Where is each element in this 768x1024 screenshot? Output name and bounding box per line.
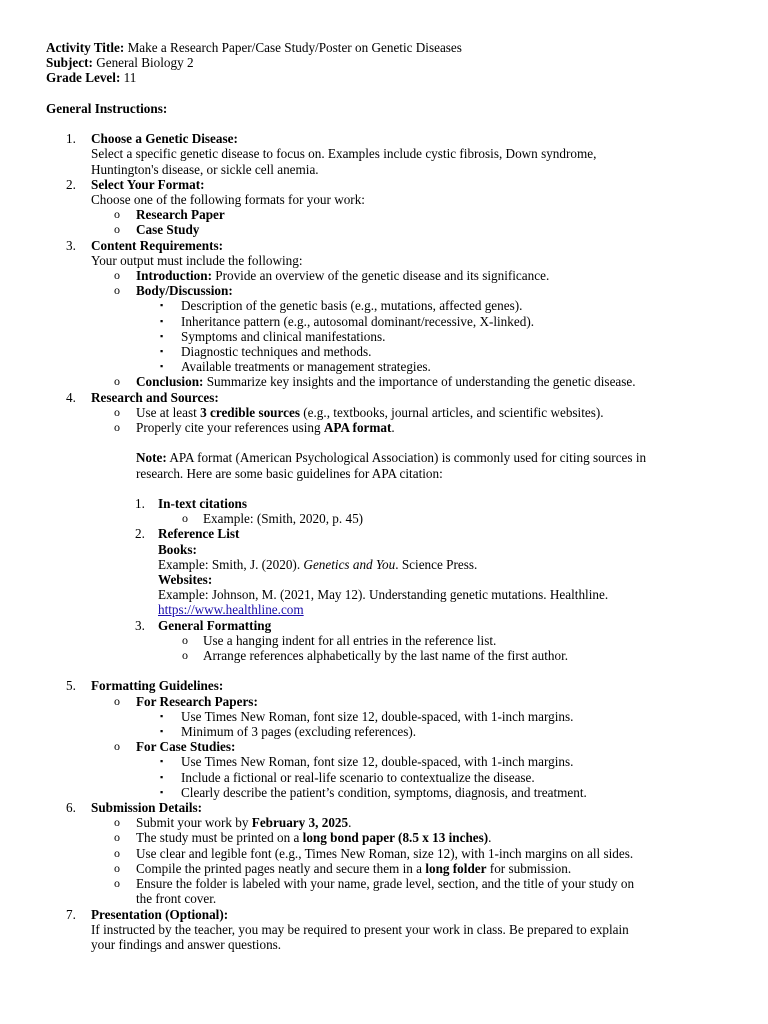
section-5-number: 5.: [66, 678, 76, 694]
format-option-label: Research Paper: [136, 207, 225, 223]
list-item-text: Use Times New Roman, font size 12, double-spaced, with 1-inch margins.: [181, 708, 574, 724]
apa-sub-2-title: Reference List: [158, 526, 240, 542]
section-3-number: 3.: [66, 237, 76, 253]
text-run: The study must be printed on a: [136, 830, 303, 846]
section-7-title: Presentation (Optional):: [91, 906, 229, 922]
subject-line: [46, 55, 718, 70]
activity-title-label: Activity Title:: [46, 40, 125, 55]
list-item: [160, 344, 718, 360]
circle-bullet-icon: o: [114, 739, 120, 754]
section-5-title: Formatting Guidelines:: [91, 678, 224, 694]
submission-item-5-cont: the front cover.: [136, 891, 217, 907]
subject-value: General Biology 2: [92, 55, 194, 71]
case-studies-label: For Case Studies:: [136, 739, 236, 755]
section-7-text-1: If instructed by the teacher, you may be required to present your work in class. Be prepared to explain: [91, 921, 629, 937]
websites-link-line: [158, 602, 718, 617]
section-1-title-line: [66, 131, 718, 147]
list-item: [160, 298, 718, 314]
list-item: [160, 769, 718, 785]
list-item: [160, 328, 718, 344]
section-5-title-line: [66, 678, 718, 694]
apa-sub-3-number: 3.: [135, 617, 145, 633]
section-2-title: Select Your Format:: [91, 176, 205, 192]
circle-bullet-icon: o: [182, 648, 188, 663]
apa-sub-1-title: In-text citations: [158, 496, 248, 512]
healthline-link[interactable]: https://www.healthline.com: [158, 602, 304, 618]
circle-bullet-icon: o: [114, 268, 120, 283]
text-run: .: [348, 815, 352, 831]
section-4-title-line: [66, 389, 718, 405]
square-bullet-icon: ▪: [160, 786, 164, 797]
apa-sub-2-number: 2.: [135, 526, 145, 542]
square-bullet-icon: ▪: [160, 710, 164, 721]
list-item: [160, 754, 718, 770]
circle-bullet-icon: o: [114, 222, 120, 237]
section-6-title-line: [66, 800, 718, 816]
research-papers-line: [114, 693, 718, 709]
introduction-text: Provide an overview of the genetic disease and its significance.: [211, 268, 550, 284]
content-conclusion: [114, 374, 718, 390]
section-3-title: Content Requirements:: [91, 237, 223, 253]
section-7-number: 7.: [66, 906, 76, 922]
text-run-bold: APA format: [323, 420, 392, 436]
section-6-title: Submission Details:: [91, 800, 203, 816]
submission-item-2: [114, 830, 718, 846]
list-item-text: Include a fictional or real-life scenario to contextualize the disease.: [181, 769, 535, 785]
circle-bullet-icon: o: [114, 207, 120, 222]
conclusion-text: Summarize key insights and the importance of understanding the genetic disease.: [203, 374, 636, 390]
circle-bullet-icon: o: [114, 876, 120, 891]
section-1-text-2: Huntington's disease, or sickle cell anemia.: [91, 161, 319, 177]
note-label: Note:: [136, 450, 167, 466]
list-item-text: Description of the genetic basis (e.g., mutations, affected genes).: [181, 298, 523, 314]
square-bullet-icon: ▪: [160, 315, 164, 326]
section-3-text: Your output must include the following:: [91, 252, 303, 268]
section-2-text: Choose one of the following formats for your work:: [91, 192, 365, 207]
square-bullet-icon: ▪: [160, 300, 164, 311]
section-2-number: 2.: [66, 176, 76, 192]
grade-level-label: Grade Level:: [46, 70, 121, 86]
activity-title-line: [46, 40, 718, 55]
circle-bullet-icon: o: [114, 404, 120, 419]
text-run-bold: February 3, 2025: [251, 815, 349, 831]
section-1-title: Choose a Genetic Disease:: [91, 131, 238, 147]
text-run: Ensure the folder is labeled with your name, grade level, section, and the title of your study on: [136, 876, 635, 892]
section-4-title: Research and Sources:: [91, 389, 219, 405]
list-item-text: Symptoms and clinical manifestations.: [181, 328, 386, 344]
apa-sub-2-title-line: [135, 526, 718, 542]
sources-item-2: [114, 420, 718, 436]
books-label: Books:: [158, 541, 197, 557]
circle-bullet-icon: o: [114, 693, 120, 708]
list-item-text: Clearly describe the patient’s condition, symptoms, diagnosis, and treatment.: [181, 784, 587, 800]
section-7-text-2: your findings and answer questions.: [91, 936, 282, 952]
text-run: Submit your work by: [136, 815, 252, 831]
websites-label: Websites:: [158, 572, 213, 588]
text-run: .: [391, 420, 395, 436]
general-instructions-heading: General Instructions:: [46, 100, 168, 116]
list-item-text: Use a hanging indent for all entries in the reference list.: [203, 632, 497, 648]
websites-example: Example: Johnson, M. (2021, May 12). Understanding genetic mutations. Healthline.: [158, 587, 609, 603]
apa-note-line-2: research. Here are some basic guidelines for APA citation:: [136, 465, 443, 481]
format-option-label: Case Study: [136, 222, 200, 238]
list-item: [160, 708, 718, 724]
apa-sub-3-title-line: [135, 617, 718, 633]
submission-item-1: [114, 815, 718, 831]
square-bullet-icon: ▪: [160, 756, 164, 767]
subject-label: Subject:: [46, 55, 93, 71]
text-run-bold: 3 credible sources: [200, 404, 300, 420]
text-run: Example: Smith, J. (2020).: [158, 556, 304, 572]
list-item-text: Minimum of 3 pages (excluding references).: [181, 724, 417, 740]
apa-sub-1-number: 1.: [135, 496, 145, 512]
section-2-title-line: [66, 176, 718, 192]
content-introduction: [114, 268, 718, 284]
apa-sub-3-title: General Formatting: [158, 617, 272, 633]
body-discussion-label: Body/Discussion:: [136, 283, 233, 299]
example-text: Example: (Smith, 2020, p. 45): [203, 511, 364, 527]
introduction-label: Introduction:: [136, 268, 212, 284]
text-run: Properly cite your references using: [136, 420, 324, 436]
text-run-bold: long folder: [425, 860, 487, 876]
format-option-research-paper: [114, 207, 718, 223]
text-run-italic: Genetics and You: [303, 556, 396, 572]
circle-bullet-icon: o: [182, 632, 188, 647]
formatting-item-1: [182, 632, 718, 648]
section-6-number: 6.: [66, 800, 76, 816]
circle-bullet-icon: o: [182, 511, 188, 526]
list-item-text: Available treatments or management strategies.: [181, 359, 431, 375]
conclusion-label: Conclusion:: [136, 374, 204, 390]
section-3-title-line: [66, 237, 718, 253]
sources-item-1: [114, 404, 718, 420]
square-bullet-icon: ▪: [160, 361, 164, 372]
formatting-item-2: [182, 648, 718, 664]
submission-item-3: [114, 845, 718, 861]
square-bullet-icon: ▪: [160, 771, 164, 782]
square-bullet-icon: ▪: [160, 726, 164, 737]
text-run: Compile the printed pages neatly and secure them in a: [136, 860, 426, 876]
circle-bullet-icon: o: [114, 845, 120, 860]
grade-level-value: 11: [120, 70, 137, 86]
square-bullet-icon: ▪: [160, 330, 164, 341]
submission-item-4: [114, 860, 718, 876]
text-run: Use at least: [136, 404, 201, 420]
books-example: [158, 557, 718, 572]
research-papers-label: For Research Papers:: [136, 693, 258, 709]
case-studies-line: [114, 739, 718, 755]
section-1-text-1: Select a specific genetic disease to focus on. Examples include cystic fibrosis, Down syndrome,: [91, 146, 597, 162]
section-1-number: 1.: [66, 131, 76, 147]
text-run: .: [488, 830, 492, 846]
list-item-text: Inheritance pattern (e.g., autosomal dominant/recessive, X-linked).: [181, 313, 535, 329]
activity-title-value: Make a Research Paper/Case Study/Poster on Genetic Diseases: [124, 40, 462, 55]
list-item-text: Use Times New Roman, font size 12, double-spaced, with 1-inch margins.: [181, 754, 574, 770]
circle-bullet-icon: o: [114, 860, 120, 875]
circle-bullet-icon: o: [114, 830, 120, 845]
text-run: Use clear and legible font (e.g., Times New Roman, size 12), with 1-inch margins on all sides.: [136, 845, 634, 861]
text-run-bold: long bond paper (8.5 x 13 inches): [302, 830, 489, 846]
square-bullet-icon: ▪: [160, 346, 164, 357]
section-4-number: 4.: [66, 389, 76, 405]
list-item: [160, 724, 718, 740]
circle-bullet-icon: o: [114, 815, 120, 830]
apa-note-line-1: [136, 450, 718, 465]
circle-bullet-icon: o: [114, 420, 120, 435]
list-item-text: Arrange references alphabetically by the last name of the first author.: [203, 648, 569, 664]
format-option-case-study: [114, 222, 718, 238]
circle-bullet-icon: o: [114, 283, 120, 298]
text-run: (e.g., textbooks, journal articles, and scientific websites).: [299, 404, 604, 420]
list-item: [160, 359, 718, 375]
grade-level-line: [46, 70, 718, 85]
note-text: APA format (American Psychological Association) is commonly used for citing sources in: [166, 450, 647, 466]
list-item: [160, 313, 718, 329]
list-item: [160, 784, 718, 800]
list-item-text: Diagnostic techniques and methods.: [181, 344, 372, 360]
text-run: . Science Press.: [395, 556, 478, 572]
circle-bullet-icon: o: [114, 374, 120, 389]
text-run: for submission.: [486, 860, 572, 876]
section-7-title-line: [66, 906, 718, 922]
apa-sub-1-title-line: [135, 496, 718, 512]
submission-item-5: [114, 876, 718, 892]
content-body-discussion: [114, 283, 718, 299]
document-page: [46, 40, 718, 952]
apa-sub-1-example: [182, 511, 718, 527]
